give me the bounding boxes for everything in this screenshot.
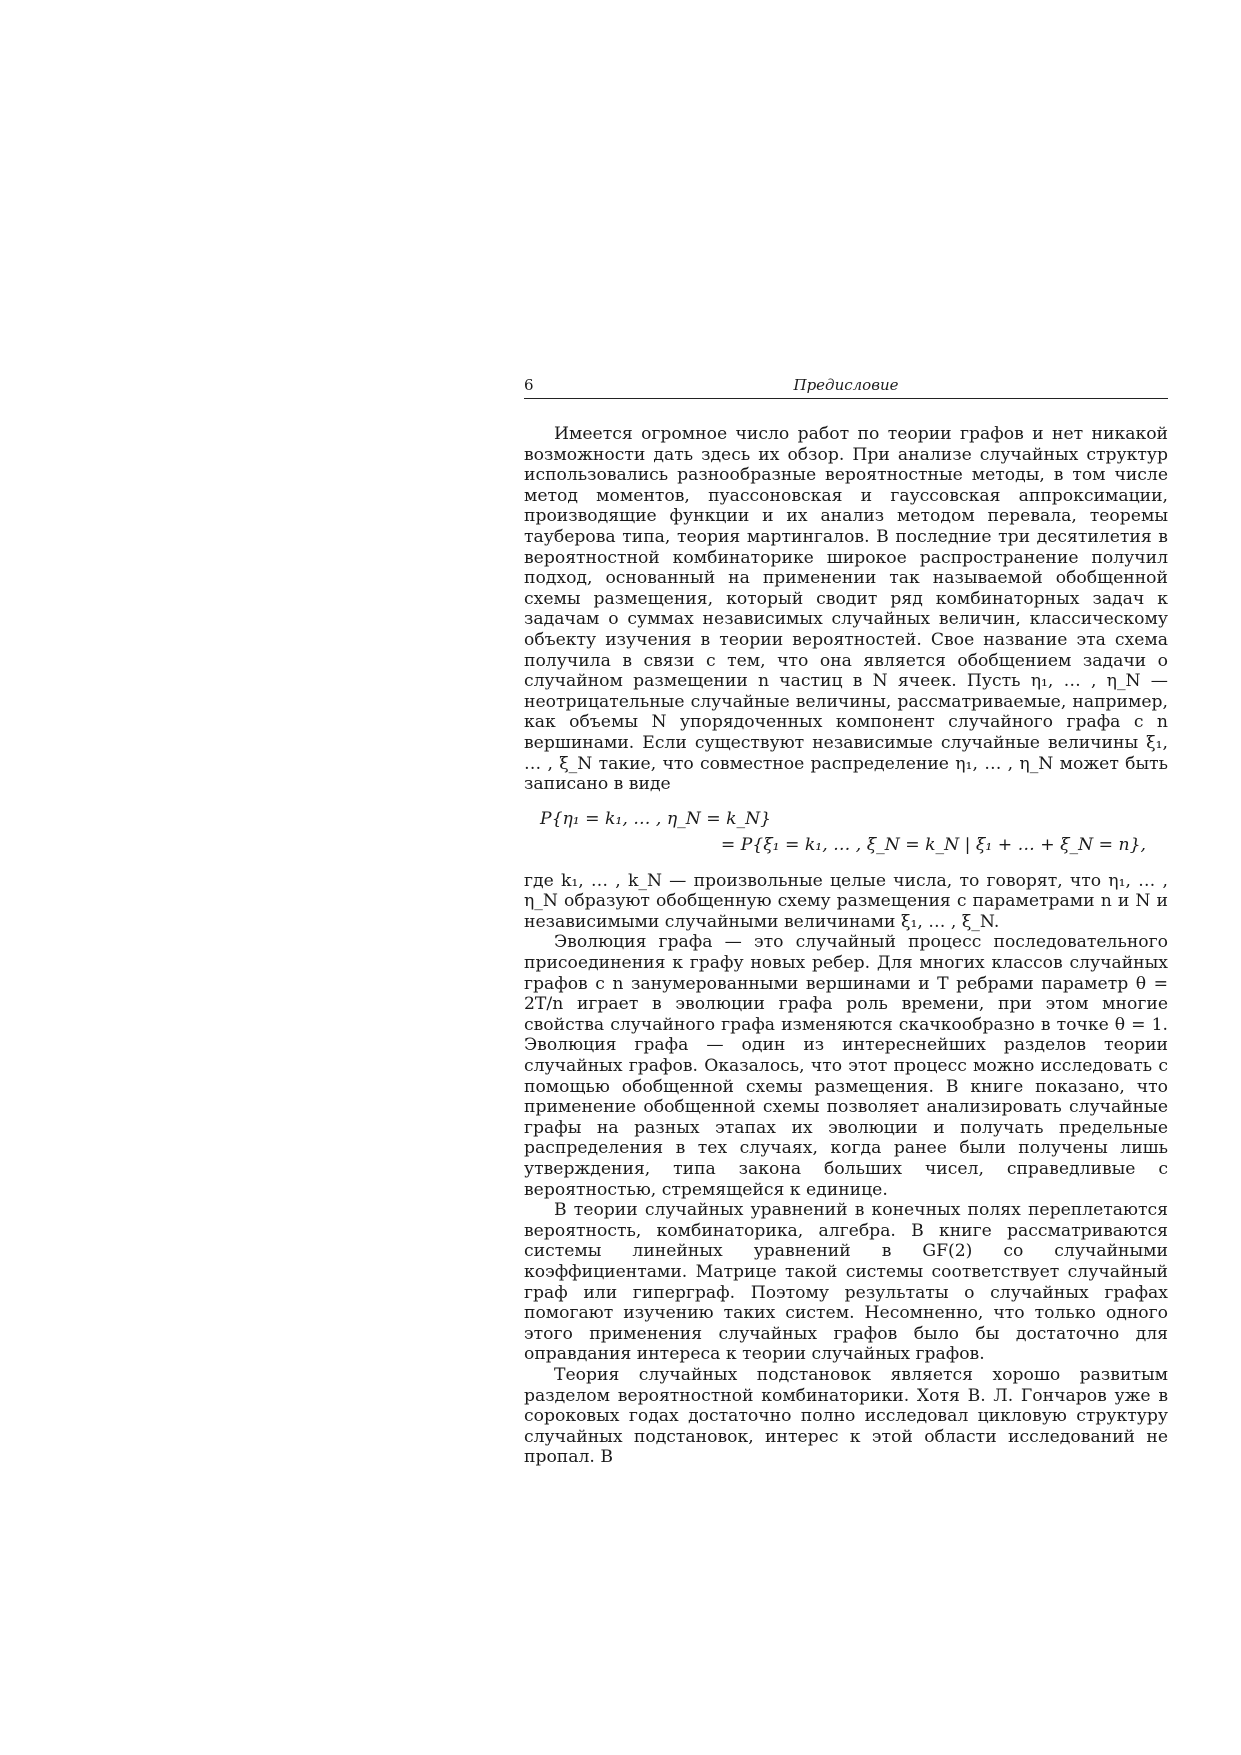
formula-line-2: = P{ξ₁ = k₁, … , ξ_N = k_N | ξ₁ + … + ξ_N = n}, <box>720 834 1146 855</box>
page-number: 6 <box>524 376 534 394</box>
paragraph-evolution: Эволюция графа — это случайный процесс последовательного присоединения к графу новых ребер. Для многих классов случайных графов с n занумерованными вершинами и T ребрами параметр θ = 2T/n играет в эволюции графа роль времени, при этом многие свойства случайного графа изменяются скачкообразно в точке θ = 1. Эволюция графа — один из интереснейших разделов теории случайных графов. Оказалось, что этот процесс можно исследовать с помощью обобщенной схемы размещения. В книге показано, что применение обобщенной схемы позволяет анализировать случайные графы на разных этапах их эволюции и получать предельные распределения в тех случаях, когда ранее были получены лишь утверждения, типа закона больших чисел, справедливые с вероятностью, стремящейся к единице. <box>524 932 1168 1200</box>
paragraph-permutations: Теория случайных подстановок является хорошо развитым разделом вероятностной комбинаторики. Хотя В. Л. Гончаров уже в сороковых годах достаточно полно исследовал цикловую структуру случайных подстановок, интерес к этой области исследований не пропал. В <box>524 1364 1168 1468</box>
paragraph-definition: где k₁, … , k_N — произвольные целые числа, то говорят, что η₁, … , η_N образуют обобщенную схему размещения с параметрами n и N и независимыми случайными величинами ξ₁, … , ξ_N. <box>524 870 1168 932</box>
body-text <box>524 424 1168 1468</box>
paragraph-equations: В теории случайных уравнений в конечных полях переплетаются вероятность, комбинаторика, алгебра. В книге рассматриваются системы линейных уравнений в GF(2) со случайными коэффициентами. Матрице такой системы соответствует случайный граф или гиперграф. Поэтому результаты о случайных графах помогают изучению таких систем. Несомненно, что только одного этого применения случайных графов было бы достаточно для оправдания интереса к теории случайных графов. <box>524 1200 1168 1365</box>
formula-line-1: P{η₁ = k₁, … , η_N = k_N} <box>540 808 772 829</box>
running-head <box>524 376 1168 399</box>
running-title: Предисловие <box>793 376 899 394</box>
paragraph-intro: Имеется огромное число работ по теории графов и нет никакой возможности дать здесь их обзор. При анализе случайных структур использовались разнообразные вероятностные методы, в том числе метод моментов, пуассоновская и гауссовская аппроксимации, производящие функции и их анализ методом перевала, теоремы тауберова типа, теория мартингалов. В последние три десятилетия в вероятностной комбинаторике широкое распространение получил подход, основанный на применении так называемой обобщенной схемы размещения, который сводит ряд комбинаторных задач к задачам о суммах независимых случайных величин, классическому объекту изучения в теории вероятностей. Свое название эта схема получила в связи с тем, что она является обобщением задачи о случайном размещении n частиц в N ячеек. Пусть η₁, … , η_N — неотрицательные случайные величины, рассматриваемые, например, как объемы N упорядоченных компонент случайного графа с n вершинами. Если существуют независимые случайные величины ξ₁, … , ξ_N такие, что совместное распределение η₁, … , η_N может быть записано в виде <box>524 424 1168 795</box>
display-formula <box>524 809 1168 861</box>
